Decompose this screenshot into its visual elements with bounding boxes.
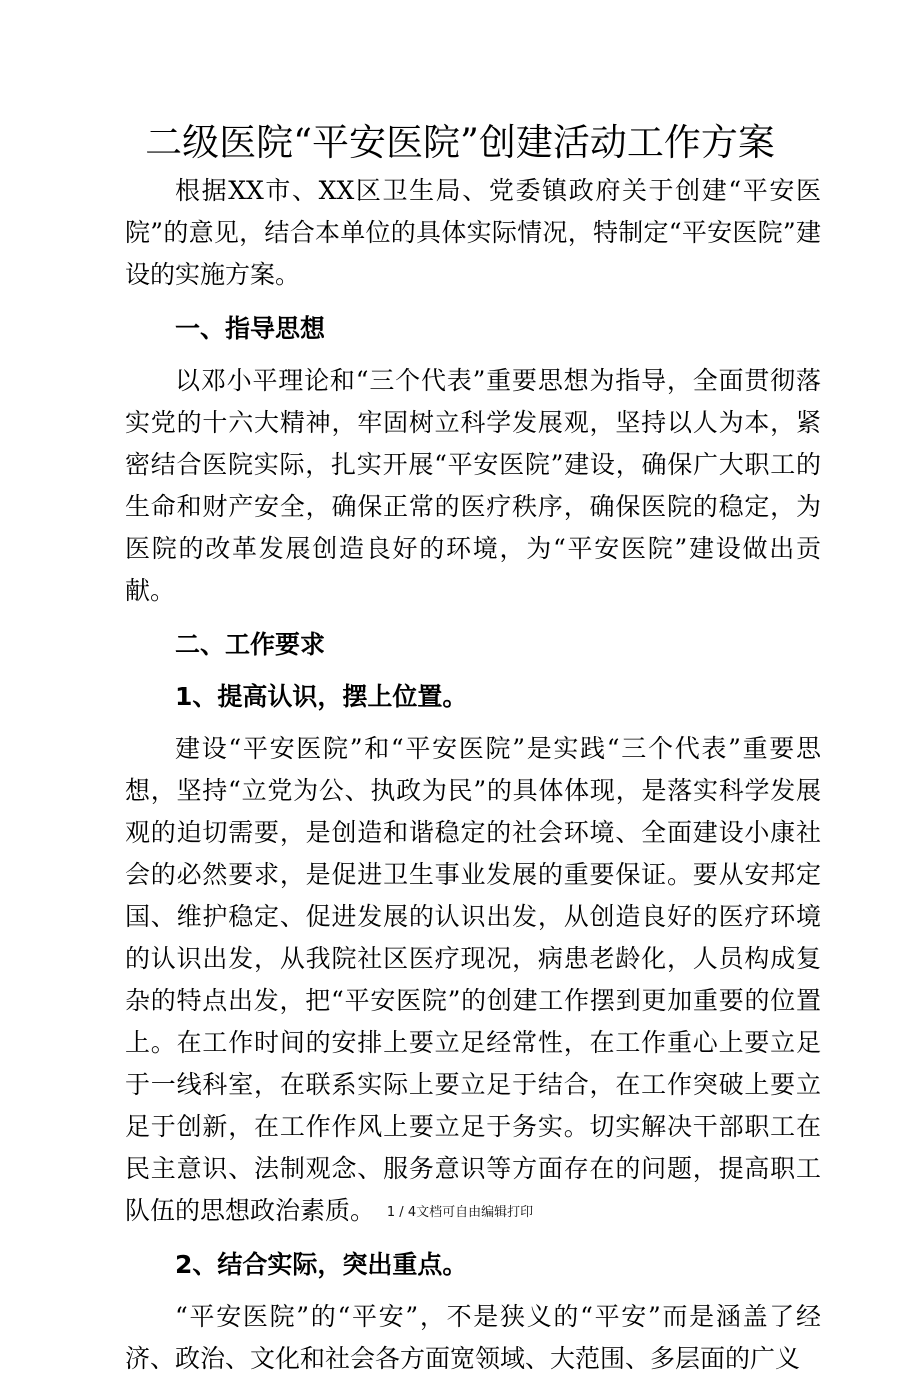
page-footer: 1 / 4文档可自由编辑打印 bbox=[386, 1205, 534, 1220]
document-body bbox=[125, 170, 821, 1380]
subsection-heading-awareness: 1、提高认识，摆上位置。 bbox=[175, 682, 468, 711]
document-title: 二级医院“平安医院”创建活动工作方案 bbox=[145, 121, 775, 164]
subsection-paragraph-awareness: 建设“平安医院”和“平安医院”是实践“三个代表”重要思想，坚持“立党为公、执政为民”的具体体现，是落实科学发展观的迫切需要，是创造和谐稳定的社会环境、全面建设小康社会的必然要求，是促进卫生事业发展的重要保证。要从安邦定国、维护稳定、促进发展的认识出发，从创造良好的医疗环境的认识出发，从我院社区医疗现况，病患老龄化，人员构成复杂的特点出发，把“平安医院”的创建工作摆到更加重要的位置上。在工作时间的安排上要立足经常性，在工作重心上要立足于一线科室，在联系实际上要立足于结合，在工作突破上要立足于创新，在工作作风上要立足于务实。切实解决干部职工在民主意识、法制观念、服务意识等方面存在的问题，提高职工队伍的思想政治素质。 bbox=[125, 734, 821, 1225]
subsection-heading-focus: 2、结合实际，突出重点。 bbox=[175, 1250, 468, 1279]
section-heading-work-requirements: 二、工作要求 bbox=[175, 630, 326, 659]
section-heading-guiding-ideology: 一、指导思想 bbox=[175, 314, 326, 343]
subsection-paragraph-focus: “平安医院”的“平安”，不是狭义的“平安”而是涵盖了经济、政治、文化和社会各方面宽领域、大范围、多层面的广义 bbox=[125, 1302, 821, 1373]
intro-paragraph: 根据XX市、XX区卫生局、党委镇政府关于创建“平安医院”的意见，结合本单位的具体实际情况，特制定“平安医院”建设的实施方案。 bbox=[125, 176, 821, 289]
section-paragraph-guiding-ideology: 以邓小平理论和“三个代表”重要思想为指导，全面贯彻落实党的十六大精神，牢固树立科学发展观，坚持以人为本，紧密结合医院实际，扎实开展“平安医院”建设，确保广大职工的生命和财产安全，确保正常的医疗秩序，确保医院的稳定，为医院的改革发展创造良好的环境，为“平安医院”建设做出贡献。 bbox=[125, 366, 821, 605]
